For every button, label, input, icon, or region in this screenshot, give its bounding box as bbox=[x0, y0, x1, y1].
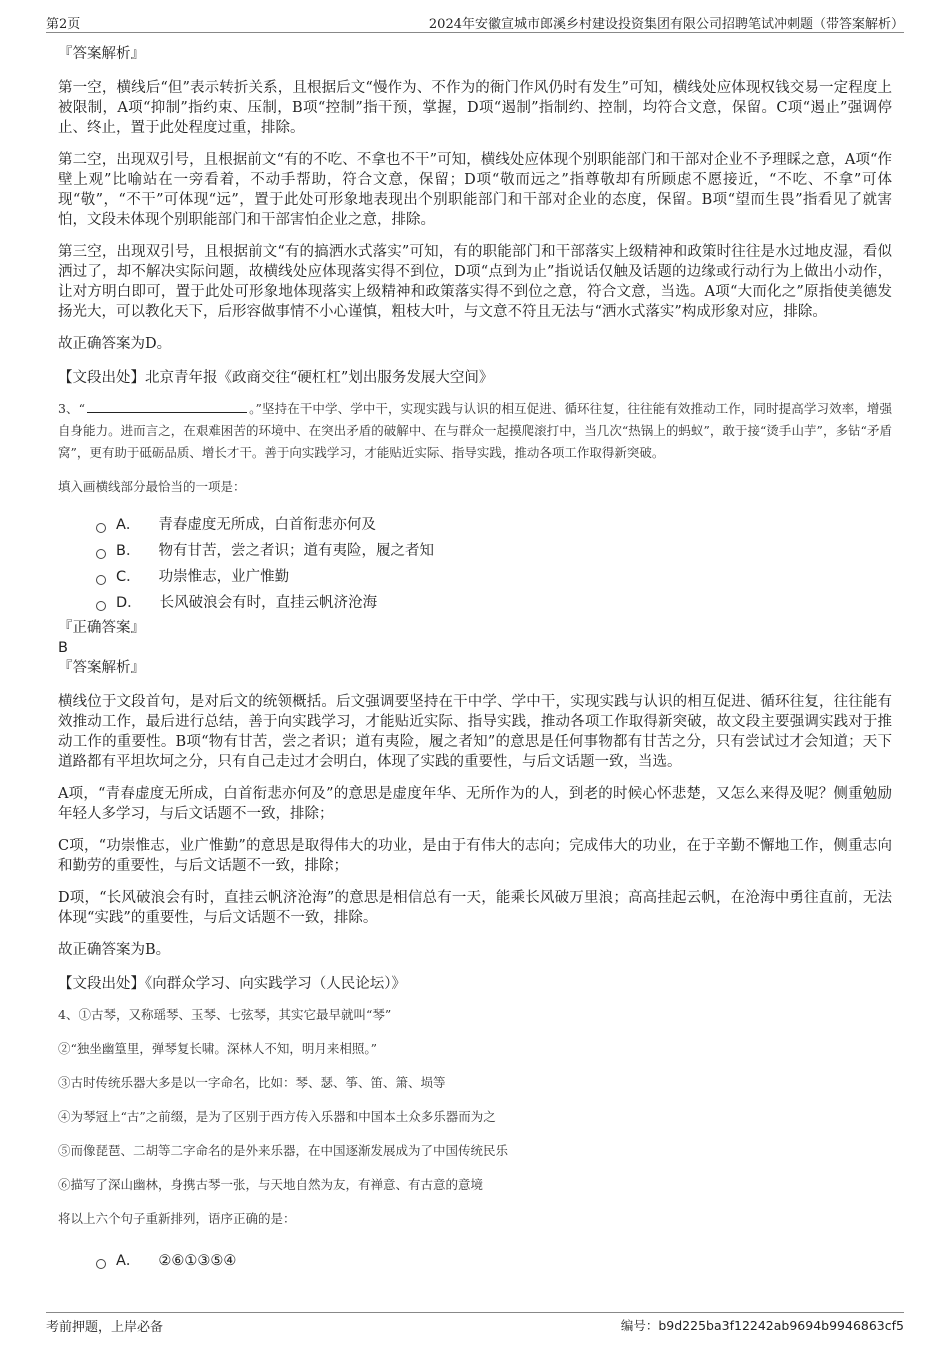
radio-icon[interactable] bbox=[96, 549, 106, 559]
option-letter: D． bbox=[116, 595, 142, 611]
q2-source: 【文段出处】北京青年报《政商交往“硬杠杠”划出服务发展大空间》 bbox=[58, 370, 494, 386]
q3-option-a[interactable] bbox=[96, 512, 892, 538]
q2-analysis-third-blank: 第三空，出现双引号，且根据前文“有的搞洒水式落实”可知，有的职能部门和干部落实上级精神和政策时往往是水过地皮湿，看似洒过了，却不解决实际问题，故横线处应体现落实得不到位，D项“点到为止”指说话仅触及话题的边缘或行动行为上做出小动作，让对方明白即可，置于此处可形象地体现落实上级精神和政策落实得不到位之意，符合文意，当选。A项“大而化之”原指使美德发扬光大，可以教化天下，后形容做事情不小心谨慎，粗枝大叶，与文意不符且无法与“洒水式落实”构成形象对应，排除。 bbox=[58, 244, 892, 320]
q2-analysis-first-blank: 第一空，横线后“但”表示转折关系，且根据后文“慢作为、不作为的衙门作风仍时有发生”可知，横线处应体现权钱交易一定程度上被限制，A项“抑制”指约束、压制，B项“控制”指干预，掌握，D项“遏制”指制约、控制，均符合文意，保留。C项“遏止”强调停止、终止，置于此处程度过重，排除。 bbox=[58, 80, 892, 136]
q3-options bbox=[96, 512, 892, 616]
document-code bbox=[621, 1316, 904, 1334]
q3-analysis-main: 横线位于文段首句，是对后文的统领概括。后文强调要坚持在干中学、学中干，实现实践与认识的相互促进、循环往复，往往能有效推动工作，最后进行总结，善于向实践学习，才能贴近实际、指导实践，推动各项工作取得新突破，故文段主要强调实践对于推动工作的重要性。B项“物有甘苦，尝之者识；道有夷险，履之者知”的意思是任何事物都有甘苦之分，只有尝试过才会知道；天下道路都有平坦坎坷之分，只有自己走过才会明白，体现了实践的重要性，与后文话题一致，当选。 bbox=[58, 694, 892, 770]
radio-icon[interactable] bbox=[96, 575, 106, 585]
q2-conclusion: 故正确答案为D。 bbox=[58, 336, 172, 352]
q3-analysis-option-a: A项，“青春虚度无所成，白首衔悲亦何及”的意思是虚度年华、无所作为的人，到老的时候心怀悲楚，又怎么来得及呢？侧重勉励年轻人多学习，与后文话题不一致，排除； bbox=[58, 786, 892, 822]
q2-analysis-second-blank: 第二空，出现双引号，且根据前文“有的不吃、不拿也不干”可知，横线处应体现个别职能部门和干部对企业不予理睬之意，A项“作壁上观”比喻站在一旁看着，不动手帮助，符合文意，保留；D项“敬而远之”指尊敬却有所顾虑不愿接近，“不吃、不拿”可体现“敬”，“不干”可体现“远”，置于此处可形象地表现出个别职能部门和干部对企业的态度，保留。B项“望而生畏”指看见了就害怕，文段未体现个别职能部门和干部害怕企业之意，排除。 bbox=[58, 152, 892, 228]
page-header bbox=[46, 10, 904, 33]
q3-option-c[interactable] bbox=[96, 564, 892, 590]
option-letter: A． bbox=[116, 517, 141, 533]
q3-option-b[interactable] bbox=[96, 538, 892, 564]
q4-sentence-2: ②“独坐幽篁里，弹琴复长啸。深林人不知，明月来相照。” bbox=[58, 1041, 378, 1056]
radio-icon[interactable] bbox=[96, 523, 106, 533]
answer-blank bbox=[87, 400, 247, 413]
q2-analysis-label: 『答案解析』 bbox=[58, 46, 145, 62]
option-text: 青春虚度无所成，白首衔悲亦何及 bbox=[158, 517, 376, 533]
code-label: 编号： bbox=[620, 1318, 659, 1333]
radio-icon[interactable] bbox=[96, 1259, 106, 1269]
footer-slogan: 考前押题，上岸必备 bbox=[46, 1320, 164, 1335]
q3-source: 【文段出处】《向群众学习、向实践学习（人民论坛）》 bbox=[58, 976, 406, 992]
q4-sentence-5: ⑤而像琵琶、二胡等二字命名的是外来乐器，在中国逐渐发展成为了中国传统民乐 bbox=[58, 1143, 509, 1158]
q3-option-d[interactable] bbox=[96, 590, 892, 616]
option-text: ②⑥①③⑤④ bbox=[158, 1253, 237, 1269]
option-letter: A． bbox=[116, 1253, 141, 1269]
q3-prompt: 填入画横线部分最恰当的一项是： bbox=[58, 479, 246, 494]
option-text: 功崇惟志，业广惟勤 bbox=[158, 569, 290, 585]
option-letter: C． bbox=[116, 569, 141, 585]
q4-sentence-4: ④为琴冠上“古”之前缀，是为了区别于西方传入乐器和中国本土众多乐器而为之 bbox=[58, 1109, 496, 1124]
document-body bbox=[58, 44, 892, 1274]
page-number: 第2页 bbox=[46, 17, 81, 32]
option-text: 长风破浪会有时，直挂云帆济沧海 bbox=[159, 595, 378, 611]
q4-option-a[interactable] bbox=[96, 1248, 892, 1274]
q3-stem-text: 。”坚持在干中学、学中干，实现实践与认识的相互促进、循环往复，往往能有效推动工作，同时提高学习效率，增强自身能力。进而言之，在艰难困苦的环境中、在突出矛盾的破解中、在与群众一起摸爬滚打中，当几次“热锅上的蚂蚁”，敢于接“烫手山芋”，多钻“矛盾窝”，更有助于砥砺品质、增长才干。善于向实践学习，才能贴近实际、指导实践，推动各项工作取得新突破。 bbox=[58, 401, 893, 460]
radio-icon[interactable] bbox=[96, 601, 106, 611]
q3-stem bbox=[58, 398, 892, 464]
code-value: b9d225ba3f12242ab9694b9946863cf5 bbox=[658, 1318, 904, 1333]
q4-options bbox=[96, 1248, 892, 1274]
q4-sentence-6: ⑥描写了深山幽林，身携古琴一张，与天地自然为友，有禅意、有古意的意境 bbox=[58, 1177, 484, 1192]
q3-analysis-option-c: C项，“功崇惟志，业广惟勤”的意思是取得伟大的功业，是由于有伟大的志向；完成伟大的功业，在于辛勤不懈地工作，侧重志向和勤劳的重要性，与后文话题不一致，排除； bbox=[58, 838, 892, 874]
q3-conclusion: 故正确答案为B。 bbox=[58, 942, 171, 958]
q3-analysis-option-d: D项，“长风破浪会有时，直挂云帆济沧海”的意思是相信总有一天，能乘长风破万里浪；高高挂起云帆，在沧海中勇往直前，无法体现“实践”的重要性，与后文话题不一致，排除。 bbox=[58, 890, 892, 926]
q3-correct-value: B bbox=[58, 640, 68, 656]
q3-number: 3、“ bbox=[58, 401, 86, 416]
q4-sentence-3: ③古时传统乐器大多是以一字命名，比如：琴、瑟、筝、笛、箫、埙等 bbox=[58, 1075, 446, 1090]
option-letter: B． bbox=[116, 543, 141, 559]
q3-correct-label: 『正确答案』 bbox=[58, 620, 145, 636]
document-title: 2024年安徽宣城市郎溪乡村建设投资集团有限公司招聘笔试冲刺题（带答案解析） bbox=[428, 17, 904, 32]
page-footer bbox=[46, 1312, 904, 1339]
q4-prompt: 将以上六个句子重新排列，语序正确的是： bbox=[58, 1211, 296, 1226]
option-text: 物有甘苦，尝之者识；道有夷险，履之者知 bbox=[158, 543, 434, 559]
q3-analysis-label: 『答案解析』 bbox=[58, 660, 145, 676]
q4-sentence-1: 4、①古琴，又称瑶琴、玉琴、七弦琴，其实它最早就叫“琴” bbox=[58, 1007, 392, 1022]
